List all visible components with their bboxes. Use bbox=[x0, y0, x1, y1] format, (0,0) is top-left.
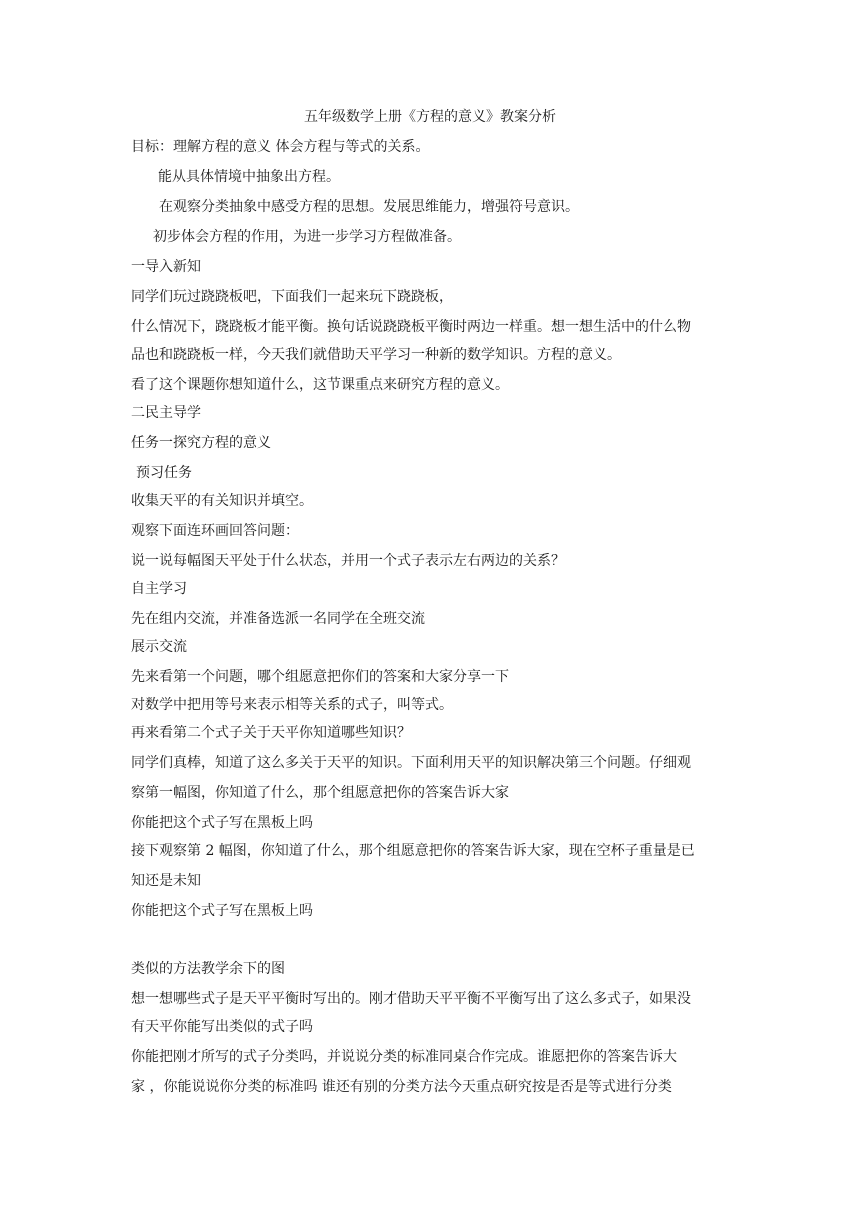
body-line: 收集天平的有关知识并填空。 bbox=[131, 493, 313, 509]
body-line: 你能把这个式子写在黑板上吗 bbox=[131, 815, 313, 831]
body-line: 同学们真棒，知道了这么多关于天平的知识。下面利用天平的知识解决第三个问题。仔细观 bbox=[131, 755, 691, 771]
subheading: 预习任务 bbox=[136, 465, 192, 481]
body-line: 知还是未知 bbox=[131, 873, 201, 889]
body-line: 对数学中把用等号来表示相等关系的式子，叫等式。 bbox=[131, 697, 453, 713]
body-line: 看了这个课题你想知道什么，这节课重点来研究方程的意义。 bbox=[131, 377, 509, 393]
body-line: 想一想哪些式子是天平平衡时写出的。刚才借助天平平衡不平衡写出了这么多式子，如果没 bbox=[131, 991, 691, 1007]
body-line: 品也和跷跷板一样，今天我们就借助天平学习一种新的数学知识。方程的意义。 bbox=[131, 347, 621, 363]
body-line: 同学们玩过跷跷板吧，下面我们一起来玩下跷跷板， bbox=[131, 289, 453, 305]
subheading: 展示交流 bbox=[131, 639, 187, 655]
section-heading: 一导入新知 bbox=[131, 259, 201, 275]
body-line: 先在组内交流，并准备选派一名同学在全班交流 bbox=[131, 611, 425, 627]
goal-line: 在观察分类抽象中感受方程的思想。发展思维能力，增强符号意识。 bbox=[159, 199, 579, 215]
body-line: 有天平你能写出类似的式子吗 bbox=[131, 1019, 313, 1035]
body-line: 说一说每幅图天平处于什么状态，并用一个式子表示左右两边的关系？ bbox=[131, 553, 565, 569]
goal-line: 能从具体情境中抽象出方程。 bbox=[158, 169, 340, 185]
body-line: 家 ，你能说说你分类的标准吗 谁还有别的分类方法今天重点研究按是否是等式进行分类 bbox=[131, 1079, 672, 1095]
body-line: 你能把刚才所写的式子分类吗，并说说分类的标准同桌合作完成。谁愿把你的答案告诉大 bbox=[131, 1049, 677, 1065]
body-line: 察第一幅图，你知道了什么，那个组愿意把你的答案告诉大家 bbox=[131, 785, 509, 801]
section-heading: 二民主导学 bbox=[131, 405, 201, 421]
body-line: 类似的方法教学余下的图 bbox=[131, 961, 285, 977]
body-line: 再来看第二个式子关于天平你知道哪些知识？ bbox=[131, 725, 411, 741]
subheading: 自主学习 bbox=[131, 581, 187, 597]
goal-line: 目标：理解方程的意义 体会方程与等式的关系。 bbox=[131, 139, 430, 155]
body-line: 观察下面连环画回答问题： bbox=[131, 523, 299, 539]
goal-line: 初步体会方程的作用，为进一步学习方程做准备。 bbox=[153, 229, 461, 245]
body-line: 接下观察第 2 幅图，你知道了什么，那个组愿意把你的答案告诉大家，现在空杯子重量是已 bbox=[131, 843, 695, 859]
body-line: 你能把这个式子写在黑板上吗 bbox=[131, 903, 313, 919]
document-title: 五年级数学上册《方程的意义》教案分析 bbox=[304, 109, 556, 125]
task-heading: 任务一探究方程的意义 bbox=[131, 435, 271, 451]
body-line: 什么情况下，跷跷板才能平衡。换句话说跷跷板平衡时两边一样重。想一想生活中的什么物 bbox=[131, 319, 691, 335]
body-line: 先来看第一个问题，哪个组愿意把你们的答案和大家分享一下 bbox=[131, 669, 509, 685]
